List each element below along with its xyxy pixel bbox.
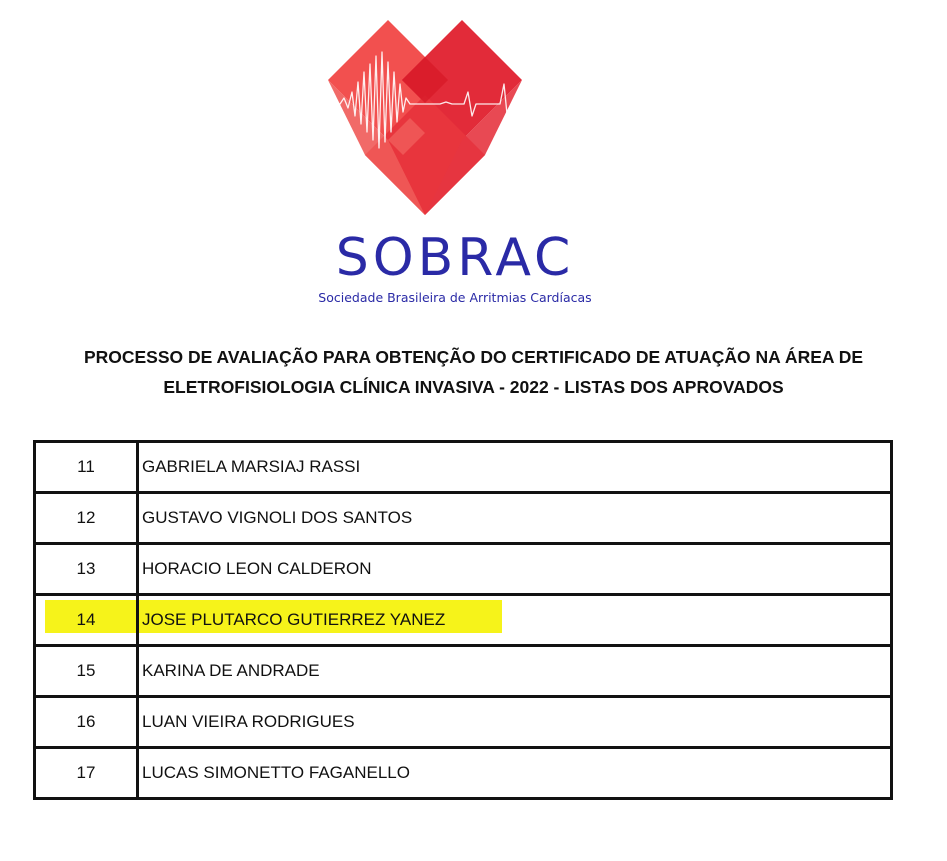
table-row: [35, 646, 892, 697]
row-number: 13: [35, 544, 138, 595]
table-row: [35, 748, 892, 799]
approved-list-table: [33, 440, 893, 800]
table-row: [35, 442, 892, 493]
table-row: [35, 493, 892, 544]
logo-brand-name: SOBRAC: [335, 228, 575, 288]
row-number: 16: [35, 697, 138, 748]
row-number: 17: [35, 748, 138, 799]
row-name: LUCAS SIMONETTO FAGANELLO: [142, 763, 410, 782]
row-name: KARINA DE ANDRADE: [138, 646, 892, 697]
document-title: [20, 342, 927, 402]
table-row: [35, 544, 892, 595]
row-number: 14: [35, 595, 138, 646]
row-name: GABRIELA MARSIAJ RASSI: [138, 442, 892, 493]
table-row-highlighted: [35, 595, 892, 646]
heart-ecg-icon: [300, 12, 610, 232]
row-name: HORACIO LEON CALDERON: [138, 544, 892, 595]
table-row: [35, 697, 892, 748]
row-name: JOSE PLUTARCO GUTIERREZ YANEZ: [138, 595, 892, 646]
row-number: 15: [35, 646, 138, 697]
document-title-line-2: ELETROFISIOLOGIA CLÍNICA INVASIVA - 2022 - LISTAS DOS APROVADOS: [163, 377, 784, 397]
row-name: GUSTAVO VIGNOLI DOS SANTOS: [138, 493, 892, 544]
document-title-line-1: PROCESSO DE AVALIAÇÃO PARA OBTENÇÃO DO CERTIFICADO DE ATUAÇÃO NA ÁREA DE: [83, 347, 864, 367]
row-number: 11: [35, 442, 138, 493]
row-name: LUAN VIEIRA RODRIGUES: [138, 697, 892, 748]
row-number: 12: [35, 493, 138, 544]
logo-subtitle: Sociedade Brasileira de Arritmias Cardíacas: [318, 290, 592, 305]
